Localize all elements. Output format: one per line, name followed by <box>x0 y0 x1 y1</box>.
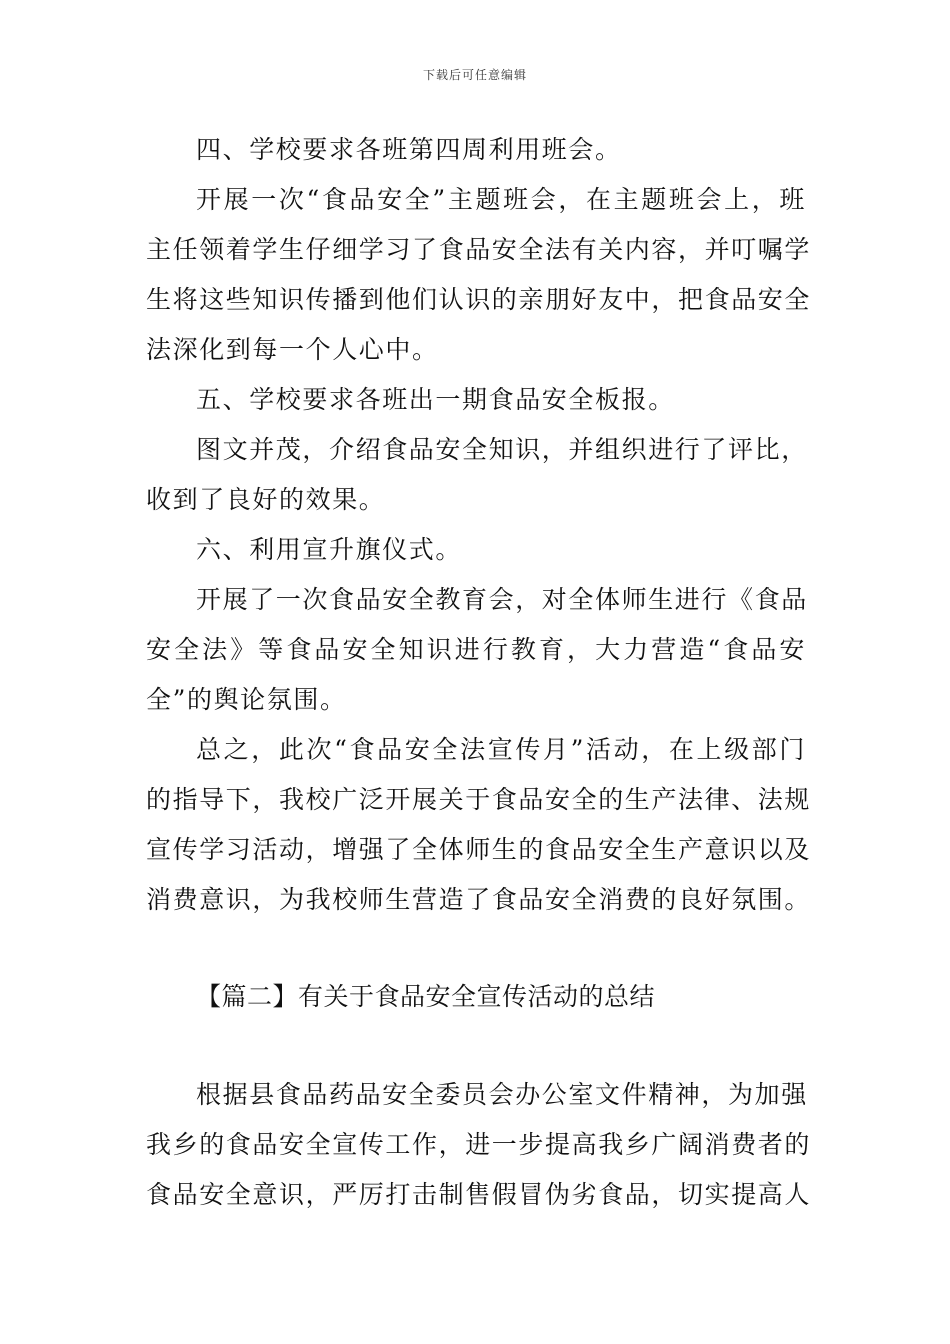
paragraph-line: 全”的舆论氛围。 <box>146 685 347 714</box>
paragraph-line: 五、学校要求各班出一期食品安全板报。 <box>196 385 675 414</box>
paragraph-line: 总之，此次“食品安全法宣传月”活动，在上级部门 <box>196 735 806 764</box>
paragraph-line: 开展一次“食品安全”主题班会，在主题班会上，班 <box>196 185 806 214</box>
paragraph-line: 法深化到每一个人心中。 <box>146 335 439 364</box>
header-note: 下载后可任意编辑 <box>422 68 527 82</box>
paragraph-line: 主任领着学生仔细学习了食品安全法有关内容，并叮嘱学 <box>146 235 812 264</box>
paragraph-line: 我乡的食品安全宣传工作，进一步提高我乡广阔消费者的 <box>146 1130 812 1159</box>
paragraph-line: 收到了良好的效果。 <box>146 485 386 514</box>
paragraph-line: 安全法》等食品安全知识进行教育，大力营造“食品安 <box>146 635 806 664</box>
section-title: 【篇二】有关于食品安全宣传活动的总结 <box>196 982 656 1011</box>
paragraph-line: 六、利用宣升旗仪式。 <box>196 535 463 564</box>
paragraph-line: 宣传学习活动，增强了全体师生的食品安全生产意识以及 <box>146 835 812 864</box>
paragraph-line: 生将这些知识传播到他们认识的亲朋好友中，把食品安全 <box>146 285 812 314</box>
paragraph-line: 的指导下，我校广泛开展关于食品安全的生产法律、法规 <box>146 785 812 814</box>
paragraph-line: 根据县食品药品安全委员会办公室文件精神，为加强 <box>196 1080 808 1109</box>
paragraph-line: 消费意识，为我校师生营造了食品安全消费的良好氛围。 <box>146 885 812 914</box>
paragraph-line: 四、学校要求各班第四周利用班会。 <box>196 135 622 164</box>
paragraph-line: 食品安全意识，严厉打击制售假冒伪劣食品，切实提高人 <box>146 1180 812 1209</box>
paragraph-line: 开展了一次食品安全教育会，对全体师生进行《食品 <box>196 585 808 614</box>
paragraph-line: 图文并茂，介绍食品安全知识，并组织进行了评比， <box>196 435 808 464</box>
